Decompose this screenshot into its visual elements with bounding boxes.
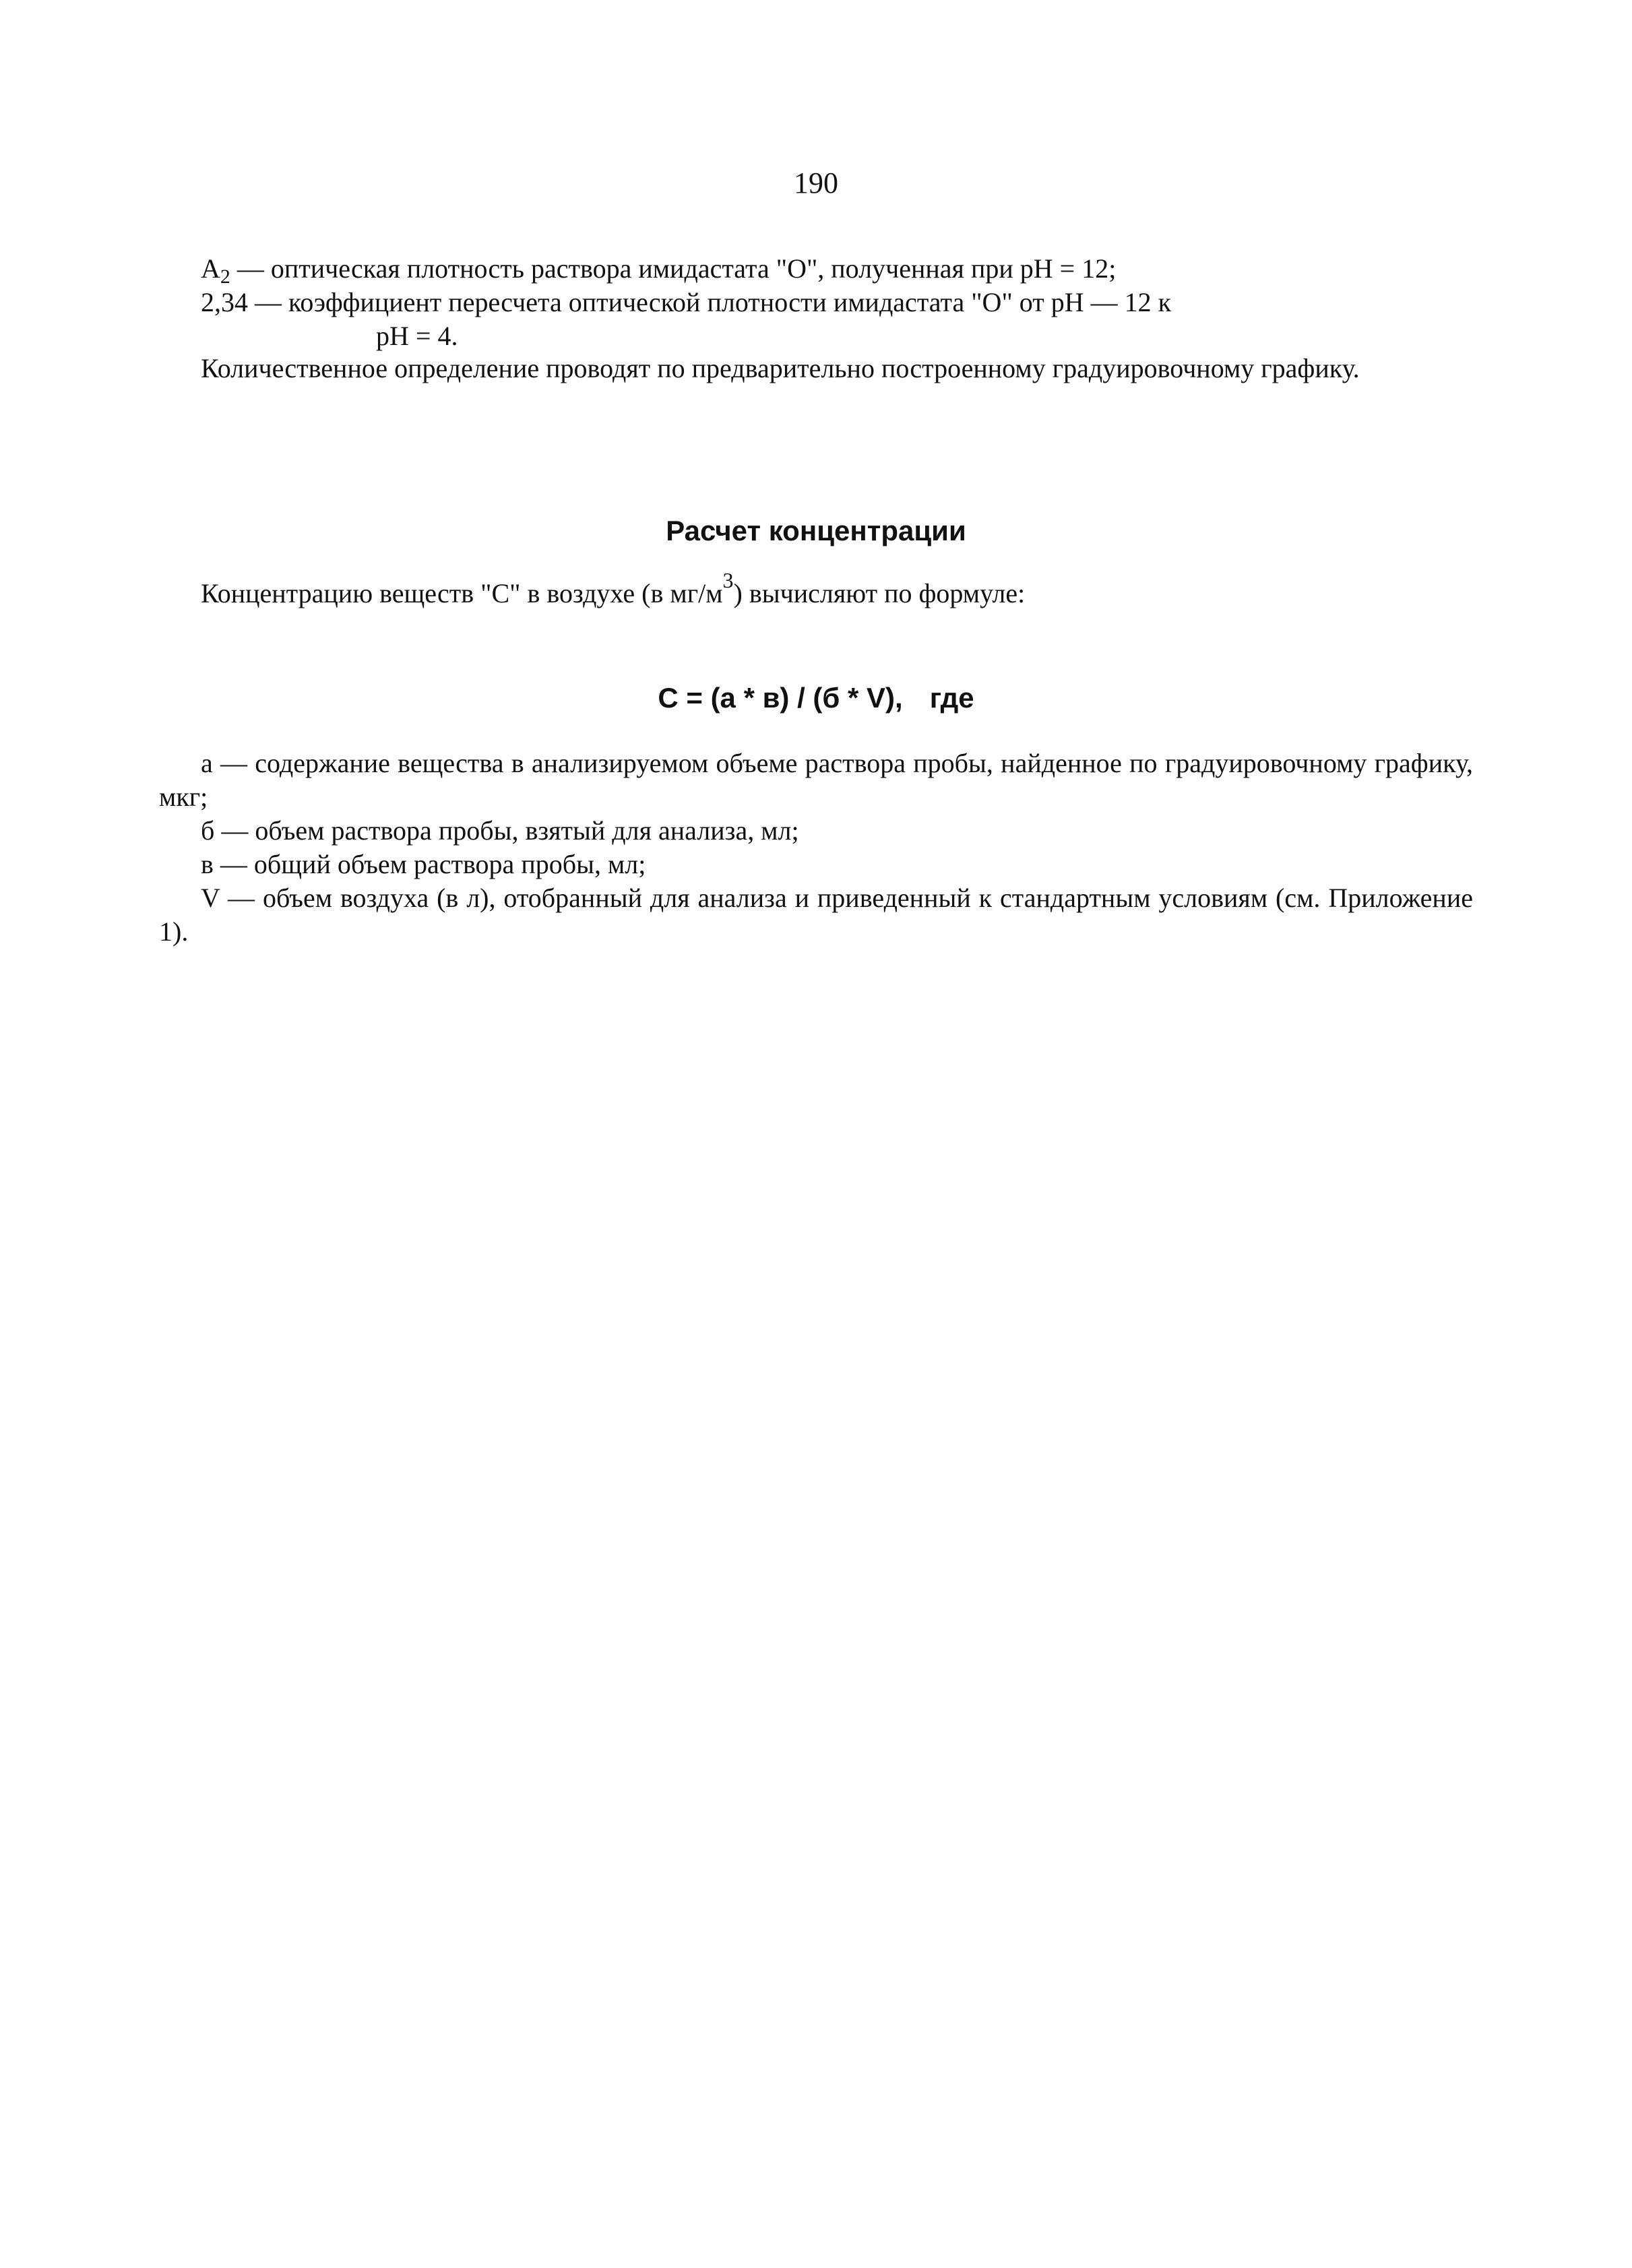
formula-expression: С = (а * в) / (б * V), (658, 682, 903, 714)
variable-v-air: V — объем воздуха (в л), отобранный для анализа и приведенный к стандартным условиям (см. Приложение 1). (159, 883, 1473, 947)
definition-a2 (159, 252, 1473, 286)
variable-a: а — содержание вещества в анализируемом объеме раствора пробы, найденное по градуировочному графику, мкг; (159, 748, 1473, 812)
definition-coefficient-continuation: рН = 4. (376, 321, 458, 351)
section-heading: Расчет концентрации (666, 515, 966, 546)
definitions-top (159, 252, 1473, 353)
variable-b: б — объем раствора пробы, взятый для анализа, мл; (201, 815, 799, 846)
page-number: 190 (794, 166, 838, 199)
formula (0, 682, 1632, 714)
definition-coefficient: 2,34 — коэффициент пересчета оптической плотности имидастата "О" от рН — 12 к (201, 287, 1172, 317)
concentration-intro: Концентрацию веществ "С" в воздухе (в $мг/м^3$) вычисляют по формуле: (201, 568, 1026, 608)
formula-where: где (929, 682, 974, 714)
definition-symbol: $A_2$ (201, 253, 230, 288)
variables-list (159, 747, 1473, 949)
definition-text: — оптическая плотность раствора имидастата "О", полученная при рН = 12; (230, 253, 1117, 284)
paragraph-quantitative: Количественное определение проводят по предварительно построенному градуировочному графику. (201, 353, 1360, 383)
variable-v-lower: в — общий объем раствора пробы, мл; (201, 849, 646, 879)
